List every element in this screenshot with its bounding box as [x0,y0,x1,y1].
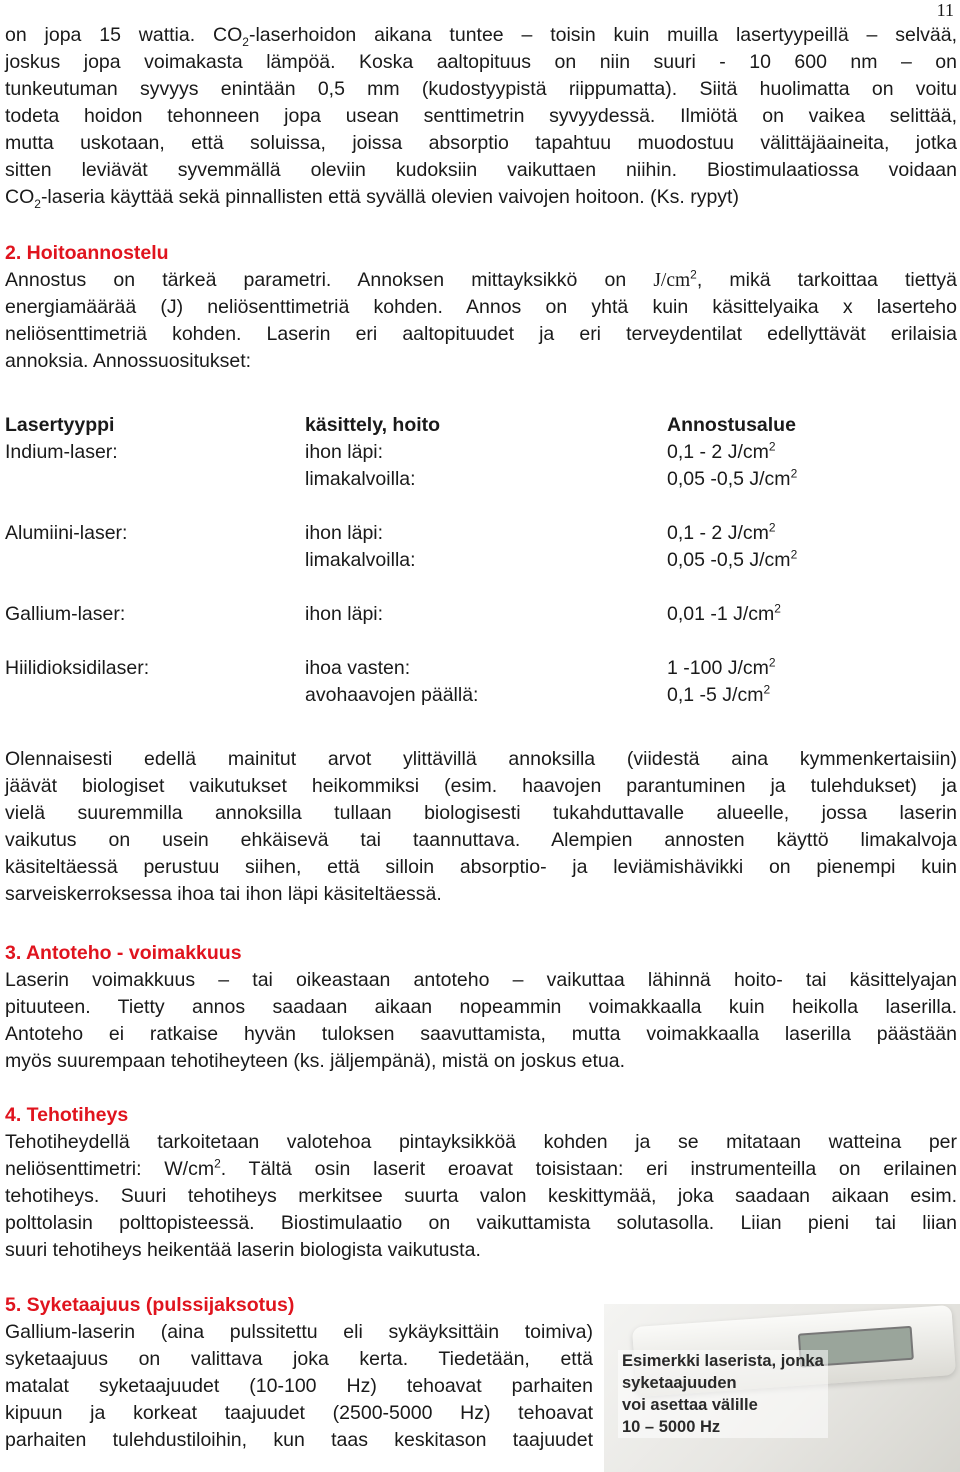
text-line: Gallium-laserin (aina pulssitettu eli sykäyksittäin toimiva) [5,1321,593,1343]
caption-line: syketaajuuden [618,1372,828,1394]
table-cell [667,439,776,466]
heading-syketaajuus: 5. Syketaajuus (pulssijaksotus) [5,1294,295,1316]
dose-value: 0,1 -5 J/cm [667,684,764,706]
text: . Tältä osin laserit eroavat toisistaan: eri instrumenteilla on erilainen [220,1158,957,1180]
table-row [5,466,945,493]
text-line: energiamäärää (J) neliösenttimetriä kohden. Annos on yhtä kuin käsittelyaika x laserteho [5,296,957,318]
table-row [5,682,945,709]
subscript: 2 [34,196,41,211]
superscript: 2 [790,466,798,481]
text: -laseria käyttää sekä pinnallisten että syvällä olevien vaivojen hoitoon. (Ks. rypyt) [40,186,739,208]
table-cell: avohaavojen päällä: [305,684,479,706]
text-line: käsiteltäessä perustuu siihen, että silloin absorptio- ja leviämishävikki on pienempi kuin [5,856,957,878]
superscript: 2 [790,547,798,562]
superscript: 2 [214,1156,221,1171]
table-spacer [5,628,945,655]
table-cell: ihon läpi: [305,522,384,544]
text-line: todeta hoidon tehonneen jopa usean senttimetrin syvyydessä. Ilmiötä on vaikea selittää, [5,105,957,127]
text-line: syketaajuus on valittava joka kerta. Tiedetään, että [5,1348,593,1370]
superscript: 2 [774,601,781,616]
text-line: vaikutus on usein ehkäisevä tai taannuttava. Alempien annosten käyttö limakalvoja [5,829,957,851]
table-cell: ihon läpi: [305,603,384,625]
text: -laserhoidon aikana tuntee – toisin kuin muilla lasertyypeillä – selvää, [248,24,958,46]
text-line: myös suurempaan tehotiheyteen (ks. jäljempänä), mistä on joskus etua. [5,1050,625,1072]
text: Annostus on tärkeä parametri. Annoksen mittayksikkö on [5,269,654,291]
header-kasittely: käsittely, hoito [305,414,441,436]
header-annostusalue: Annostusalue [667,414,796,436]
dose-value: 0,1 - 2 J/cm [667,441,769,463]
heading-tehotiheys: 4. Tehotiheys [5,1104,129,1126]
table-cell: limakalvoilla: [305,468,416,490]
text-line: neliösenttimetriä kohden. Laserin eri aaltopituudet ja eri terveydentilat edellyttävät erilaisia [5,323,957,345]
text: , mikä tarkoittaa tiettyä [696,269,958,291]
paragraph-tehotiheys [5,1129,957,1264]
table-spacer [5,493,945,520]
text-line: suuri tehotiheys heikentää laserin biologista vaikutusta. [5,1239,481,1261]
paragraph-co2 [5,22,957,211]
text-line: sarveiskerroksessa ihoa tai ihon läpi käsiteltäessä. [5,883,442,905]
table-cell [667,682,770,709]
heading-antoteho: 3. Antoteho - voimakkuus [5,942,242,964]
text-line: Antoteho ei ratkaise hyvän tuloksen saavuttamista, mutta voimakkaalla laserilla päästään [5,1023,957,1045]
text-line: tunkeutuman syvyys enintään 0,5 mm (kudostyypistä riippumatta). Siitä huolimatta on voitu [5,78,957,100]
text-line: matalat syketaajuudet (10-100 Hz) tehoavat parhaiten [5,1375,593,1397]
table-cell: Gallium-laser: [5,603,126,625]
superscript: 2 [768,439,776,454]
text-line: Laserin voimakkuus – tai oikeastaan antoteho – vaikuttaa lähinnä hoito- tai käsittelyajan [5,969,957,991]
page-number: 11 [936,0,954,20]
text-line: annoksia. Annossuositukset: [5,350,252,372]
heading-hoitoannostelu: 2. Hoitoannostelu [5,242,169,264]
superscript: 2 [768,655,776,670]
paragraph-olennaisesti [5,746,957,908]
table-cell [667,466,797,493]
paragraph-syketaajuus [5,1319,593,1454]
unit-text: J/cm [653,270,691,291]
text: neliösenttimetri: W/cm [5,1158,215,1180]
header-lasertyyppi: Lasertyyppi [5,414,115,436]
text-line: mutta uskotaan, että soluissa, joissa absorptio tapahtuu muodostuu välittäjäaineita, jotka [5,132,957,154]
table-row [5,601,945,628]
photo-caption [618,1350,828,1438]
paragraph-antoteho [5,967,957,1075]
table-cell [667,601,781,628]
subscript: 2 [242,34,249,49]
table-row [5,547,945,574]
text: CO [5,186,35,208]
caption-line: 10 – 5000 Hz [618,1416,828,1438]
table-row [5,520,945,547]
text-line: joskus jopa voimakasta lämpöä. Koska aaltopituus on niin suuri - 10 600 nm – on [5,51,957,73]
dose-value: 0,05 -0,5 J/cm [667,468,791,490]
table-cell: ihon läpi: [305,441,384,463]
text-line: parhaiten tulehdustiloihin, kun taas keskitason taajuudet [5,1429,593,1451]
paragraph-annostus [5,267,957,375]
table-cell [667,520,776,547]
text-line: jäävät biologiset vaikutukset heikommiksi (esim. haavojen parantuminen ja tulehdukset) ja [5,775,957,797]
caption-line: voi asettaa välille [618,1394,828,1416]
text-line: vielä suuremmilla annoksilla tullaan biologisesti tukahduttavalle alueelle, jossa laserin [5,802,957,824]
table-cell: Alumiini-laser: [5,522,128,544]
superscript: 2 [690,267,697,282]
text-line: Tehotiheydellä tarkoitetaan valotehoa pintayksikköä kohden ja se mitataan watteina per [5,1131,957,1153]
dose-value: 0,01 -1 J/cm [667,603,775,625]
table-cell: Indium-laser: [5,441,118,463]
table-cell: limakalvoilla: [305,549,416,571]
laser-device-photo [604,1304,960,1472]
table-row [5,655,945,682]
caption-line: Esimerkki laserista, jonka [618,1350,828,1372]
table-cell [667,547,797,574]
text-line: sitten leviävät syvemmällä oleviin kudoksiin vaikuttaen niihin. Biostimulaatiossa voidaan [5,159,957,181]
superscript: 2 [768,520,776,535]
text-line: tehotiheys. Suuri tehotiheys merkitsee suurta valon keskittymää, joka saadaan aikaan esim. [5,1185,957,1207]
table-spacer [5,574,945,601]
table-cell [667,655,776,682]
dose-value: 1 -100 J/cm [667,657,769,679]
table-cell: ihoa vasten: [305,657,411,679]
superscript: 2 [763,682,771,697]
text-line: kipuun ja korkeat taajuudet (2500-5000 Hz) tehoavat [5,1402,593,1424]
dose-value: 0,1 - 2 J/cm [667,522,769,544]
text-line: pituuteen. Tietty annos saadaan aikaan nopeammin voimakkaalla kuin heikolla laserilla. [5,996,957,1018]
table-row [5,439,945,466]
text-line: Olennaisesti edellä mainitut arvot ylittävillä annoksilla (viidestä aina kymmenkertaisiin) [5,748,957,770]
dosage-table [5,412,945,709]
table-cell: Hiilidioksidilaser: [5,657,150,679]
text-line: polttolasin polttopisteessä. Biostimulaatio on vaikuttamista solutasolla. Liian pieni tai liian [5,1212,957,1234]
dose-value: 0,05 -0,5 J/cm [667,549,791,571]
table-header-row [5,412,945,439]
text: on jopa 15 wattia. CO [5,24,243,46]
